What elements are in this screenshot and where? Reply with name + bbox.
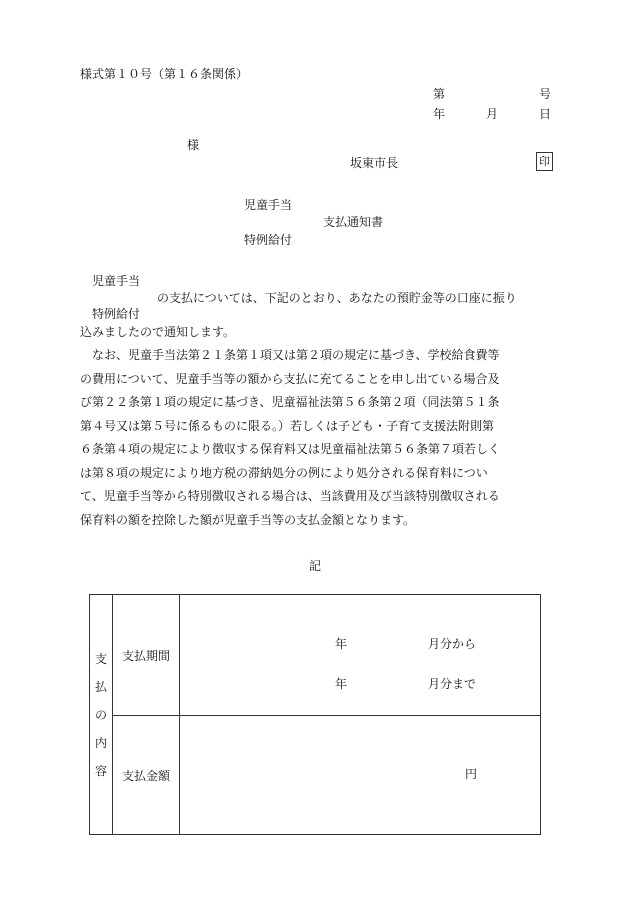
intro-middle: の支払については、下記のとおり、あなたの預貯金等の口座に振り [157,291,517,305]
note-line: 第４号又は第５号に係るものに限る。）若しくは子ども・子育て支援法附則第 [80,418,495,433]
vertical-char: 払 [94,679,107,694]
payment-period-value [180,595,541,716]
intro-continuation: 込みましたので通知します。 [80,325,236,339]
note-line: 保育料の額を控除した額が児童手当等の支払金額となります。 [80,512,416,527]
amount-unit: 円 [465,767,478,781]
note-line: の費用について、児童手当等の額から支払に充てることを申し出ている場合及 [80,371,500,386]
note-line: ６条第４項の規定により徴収する保育料又は児童福祉法第５６条第７項若しく [80,442,501,456]
period-from-month: 月分から [428,637,477,651]
form-number: 様式第１０号（第１６条関係） [80,67,249,81]
payment-period-label: 支払期間 [113,595,180,716]
date-year: 年 [433,107,446,121]
period-to-month: 月分まで [428,677,477,691]
seal-box: 印 [536,152,553,171]
vertical-char: 容 [94,763,107,778]
doc-number-dai: 第 [433,87,446,101]
intro-top: 児童手当 [92,274,141,288]
date-month: 月 [486,107,499,121]
note-line: て、児童手当等から特別徴収される場合は、当該費用及び当該特別徴収される [80,489,500,503]
payment-amount-value [180,716,541,835]
document-title: 支払通知書 [323,215,384,229]
issuer-name: 坂東市長 [350,156,399,170]
doc-number-go: 号 [539,87,552,101]
note-line: び第２２条第１項の規定に基づき、児童福祉法第５６条第２項（同法第５１条 [80,395,500,409]
title-line1: 児童手当 [244,198,293,212]
payment-contents-vertical-label [90,595,113,835]
period-to-year: 年 [335,677,348,691]
vertical-char: の [94,707,107,722]
recipient-suffix: 様 [187,138,200,152]
title-line2: 特例給付 [244,233,293,247]
note-line: は第８項の規定により地方税の滞納処分の例により処分される保育料につい [80,465,488,480]
note-line: なお、児童手当法第２１条第１項又は第２項の規定に基づき、学校給食費等 [92,348,500,362]
vertical-char: 内 [94,735,107,750]
intro-bottom: 特例給付 [92,307,141,321]
period-from-year: 年 [335,637,348,651]
payment-details-table [89,594,541,835]
payment-amount-label: 支払金額 [113,716,180,835]
vertical-char: 支 [94,651,107,666]
date-day: 日 [539,107,552,121]
ki-heading: 記 [309,559,322,573]
note-paragraph [80,344,555,532]
